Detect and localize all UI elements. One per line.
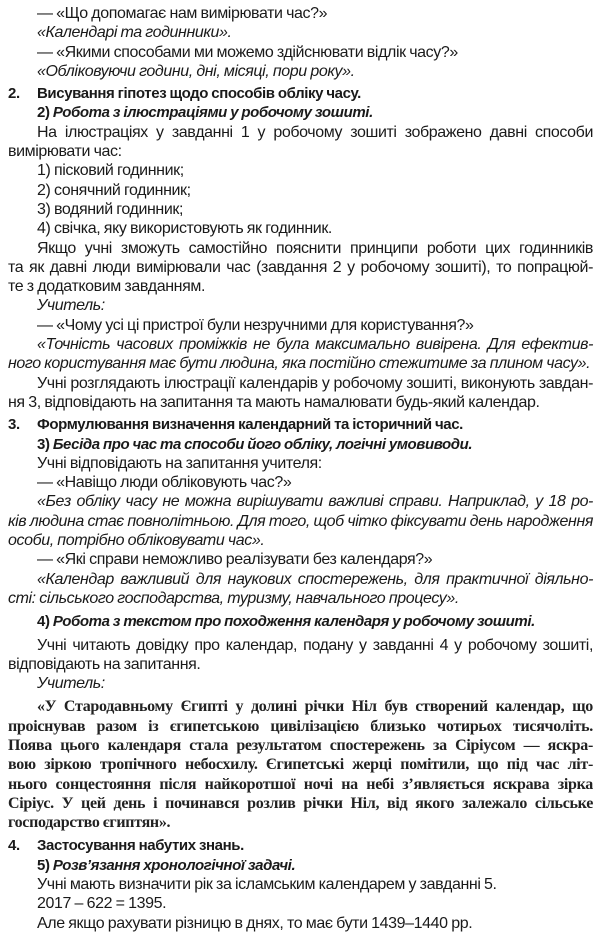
section-heading bbox=[8, 84, 593, 103]
paragraph-line: відповідають на запитання. bbox=[8, 655, 201, 673]
quote-line: Сіріус. У цей день і починався розлив річки Ніл, від якого залежало сільське bbox=[8, 794, 593, 812]
answer-line: «Точність часових проміжків не була максимально вивірена. Для ефектив- bbox=[37, 336, 593, 354]
quote-line: Поява цього календаря стала результатом спостережень за Сіріусом — яскра- bbox=[8, 736, 593, 754]
answer-line: ного користування має бути людина, яка постійно стежитиме за плином часу». bbox=[8, 355, 591, 373]
section-title: Застосування набутих знань. bbox=[37, 837, 244, 855]
question: — «Навіщо люди обліковують час?» bbox=[37, 474, 292, 492]
quote-line: вою зіркою тропічного небосхилу. Єгипетські жерці помітили, що під час літ- bbox=[8, 756, 593, 774]
question: — «Якими способами ми можемо здійснювати відлік часу?» bbox=[37, 43, 458, 61]
subsection-heading bbox=[8, 103, 593, 122]
answer-line: «Без обліку часу не можна вирішувати важливі справи. Наприклад, у 18 ро- bbox=[37, 493, 593, 511]
subsection-title: Робота з ілюстраціями у робочому зошиті. bbox=[52, 104, 373, 122]
paragraph-line: вимірювати час: bbox=[8, 143, 122, 161]
subsection-number: 4) bbox=[37, 613, 50, 631]
section-heading bbox=[8, 836, 593, 855]
list-item: 2) сонячний годинник; bbox=[37, 181, 191, 199]
paragraph-line: Учні мають визначити рік за ісламським календарем у завданні 5. bbox=[37, 876, 497, 894]
section-title: Висування гіпотез щодо способів обліку часу. bbox=[37, 85, 361, 103]
answer: «Календарі та годинники». bbox=[37, 24, 232, 42]
quote-line: «У Стародавньому Єгипті у долині річки Ніл був створений календар, що bbox=[37, 698, 593, 716]
paragraph-line: те з додатковим завданням. bbox=[8, 278, 205, 296]
answer: «Обліковуючи години, дні, місяці, пори року». bbox=[37, 62, 355, 80]
paragraph-line: Якщо учні зможуть самостійно пояснити принципи роботи цих годинників bbox=[37, 239, 593, 257]
answer-line: «Календар важливий для наукових спостережень, для практичної діяльно- bbox=[37, 570, 593, 588]
quote-line: нього сонцестояння після найкоротшої ночі на небі з’являється яскрава зірка bbox=[8, 775, 593, 793]
subsection-number: 3) bbox=[37, 435, 50, 453]
quote-line: господарство єгиптян». bbox=[8, 814, 171, 832]
calculation: 2017 – 622 = 1395. bbox=[37, 895, 167, 913]
subsection-number: 2) bbox=[37, 104, 50, 122]
paragraph-line: Учні читають довідку про календар, подану у завданні 4 у робочому зошиті, bbox=[37, 636, 593, 654]
paragraph-line: та як давні люди вимірювали час (завдання 2 у робочому зошиті), то попрацюй- bbox=[8, 258, 593, 276]
paragraph-line: Але якщо рахувати різницю в днях, то має бути 1439–1440 рр. bbox=[37, 914, 473, 932]
subsection-title: Розв’язання хронологічної задачі. bbox=[52, 856, 296, 874]
section-heading bbox=[8, 415, 593, 434]
paragraph-line: Учні відповідають на запитання учителя: bbox=[37, 454, 322, 472]
answer-line: сті: сільського господарства, туризму, навчального процесу». bbox=[8, 589, 459, 607]
question: — «Які справи неможливо реалізувати без календаря?» bbox=[37, 551, 433, 569]
section-number: 2. bbox=[8, 85, 20, 103]
paragraph-line: На ілюстраціях у завданні 1 у робочому зошиті зображено давні способи bbox=[37, 123, 593, 141]
section-number: 4. bbox=[8, 837, 20, 855]
section-title: Формулювання визначення календарний та історичний час. bbox=[37, 416, 463, 434]
subsection-title: Бесіда про час та способи його обліку, логічні умовиводи. bbox=[52, 435, 473, 453]
question: — «Що допомагає нам вимірювати час?» bbox=[37, 5, 328, 22]
answer-line: особи, потрібно обліковувати час». bbox=[8, 532, 265, 550]
subsection-heading bbox=[8, 856, 593, 875]
teacher-label: Учитель: bbox=[37, 675, 105, 693]
subsection-heading bbox=[8, 612, 593, 631]
subsection-heading bbox=[8, 435, 593, 454]
quote-line: проіснував разом із єгипетською цивілізацією близько чотирьох тисячоліть. bbox=[8, 717, 593, 735]
answer-line: ків людина стає повнолітньою. Для того, щоб чітко фіксувати день народження bbox=[8, 512, 593, 530]
subsection-number: 5) bbox=[37, 856, 50, 874]
subsection-title: Робота з текстом про походження календаря у робочому зошиті. bbox=[52, 613, 535, 631]
question: — «Чому усі ці пристрої були незручними для користування?» bbox=[37, 316, 474, 334]
teacher-label: Учитель: bbox=[37, 297, 105, 315]
list-item: 1) пісковий годинник; bbox=[37, 162, 184, 180]
list-item: 3) водяний годинник; bbox=[37, 200, 184, 218]
paragraph-line: Учні розглядають ілюстрації календарів у робочому зошиті, виконують завдан- bbox=[37, 374, 593, 392]
paragraph-line: ня 3, відповідають на запитання та мають намалювати будь-який календар. bbox=[8, 393, 540, 411]
section-number: 3. bbox=[8, 416, 20, 434]
list-item: 4) свічка, яку використовують як годинник. bbox=[37, 220, 332, 238]
